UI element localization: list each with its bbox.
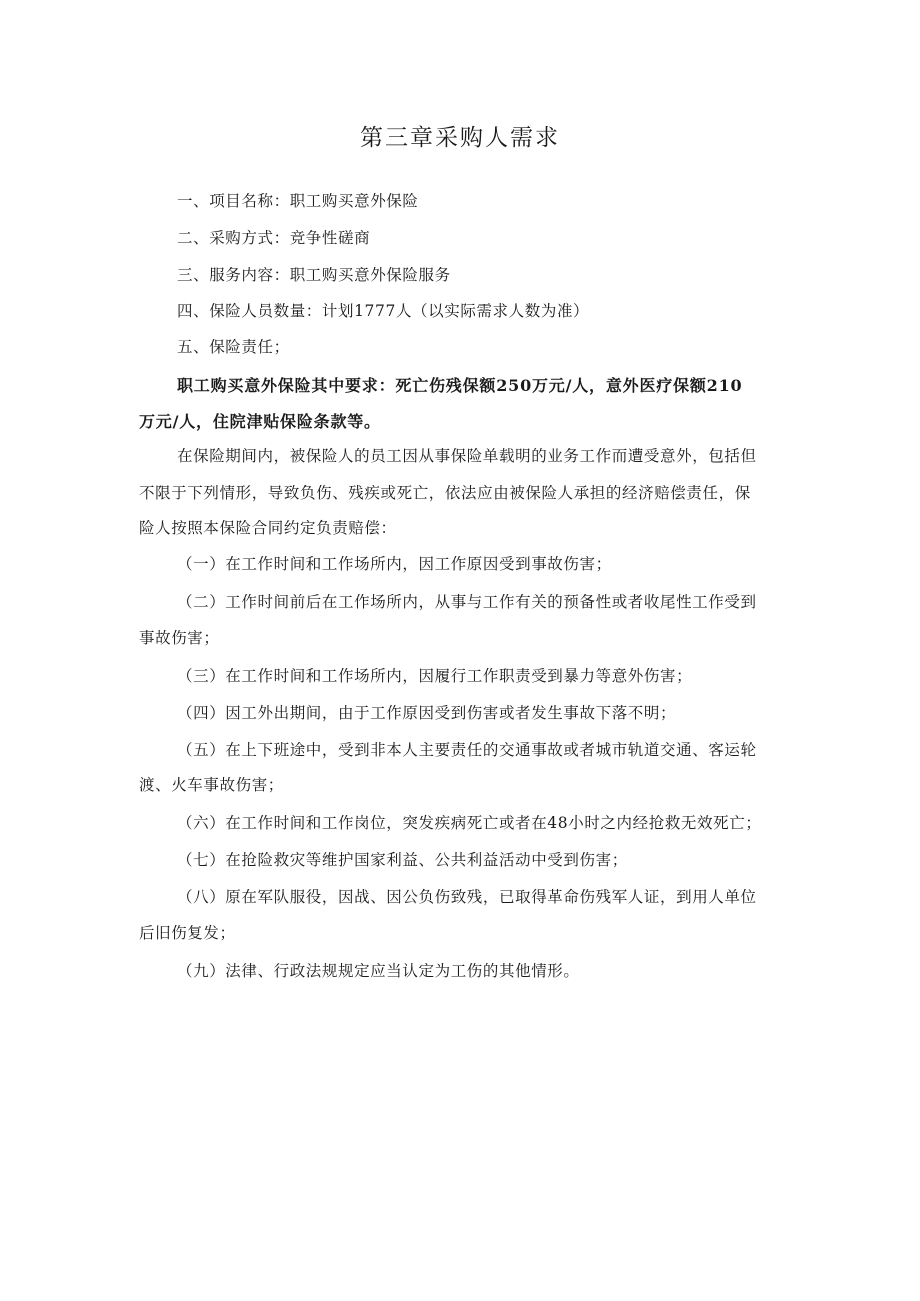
liability-paragraph-line-2: 不限于下列情形，导致负伤、残疾或死亡，依法应由被保险人承担的经济赔偿责任，保 xyxy=(139,484,751,502)
case-item-6: （六）在工作时间和工作岗位，突发疾病死亡或者在48小时之内经抢救无效死亡； xyxy=(177,814,762,832)
case-item-2-line-2: 事故伤害； xyxy=(139,629,220,647)
coverage-requirement-line-2: 万元/人，住院津贴保险条款等。 xyxy=(139,412,381,431)
case-item-8-line-2: 后旧伤复发； xyxy=(139,924,236,942)
item-insured-count: 四、保险人员数量：计划1777人（以实际需求人数为准） xyxy=(177,302,590,320)
item-procurement-method: 二、采购方式：竞争性磋商 xyxy=(177,229,371,247)
case-item-8-line-1: （八）原在军队服役，因战、因公负伤致残，已取得革命伤残军人证，到用人单位 xyxy=(177,888,757,906)
case-item-7: （七）在抢险救灾等维护国家利益、公共利益活动中受到伤害； xyxy=(177,851,628,869)
item-insurance-liability: 五、保险责任； xyxy=(177,338,290,356)
item-project-name: 一、项目名称：职工购买意外保险 xyxy=(177,192,419,210)
case-item-9: （九）法律、行政法规规定应当认定为工伤的其他情形。 xyxy=(177,962,580,980)
case-item-5-line-1: （五）在上下班途中，受到非本人主要责任的交通事故或者城市轨道交通、客运轮 xyxy=(177,741,757,759)
coverage-requirement-line-1: 职工购买意外保险其中要求：死亡伤残保额250万元/人，意外医疗保额210 xyxy=(177,376,743,395)
case-item-3: （三）在工作时间和工作场所内，因履行工作职责受到暴力等意外伤害； xyxy=(177,667,693,685)
case-item-1: （一）在工作时间和工作场所内，因工作原因受到事故伤害； xyxy=(177,555,612,573)
item-service-content: 三、服务内容：职工购买意外保险服务 xyxy=(177,266,451,284)
liability-paragraph-line-3: 险人按照本保险合同约定负责赔偿： xyxy=(139,519,397,537)
case-item-5-line-2: 渡、火车事故伤害； xyxy=(139,776,284,794)
document-title: 第三章采购人需求 xyxy=(360,125,560,151)
liability-paragraph-line-1: 在保险期间内，被保险人的员工因从事保险单载明的业务工作而遭受意外，包括但 xyxy=(177,447,757,465)
case-item-2-line-1: （二）工作时间前后在工作场所内，从事与工作有关的预备性或者收尾性工作受到 xyxy=(177,593,757,611)
case-item-4: （四）因工外出期间，由于工作原因受到伤害或者发生事故下落不明； xyxy=(177,704,677,722)
